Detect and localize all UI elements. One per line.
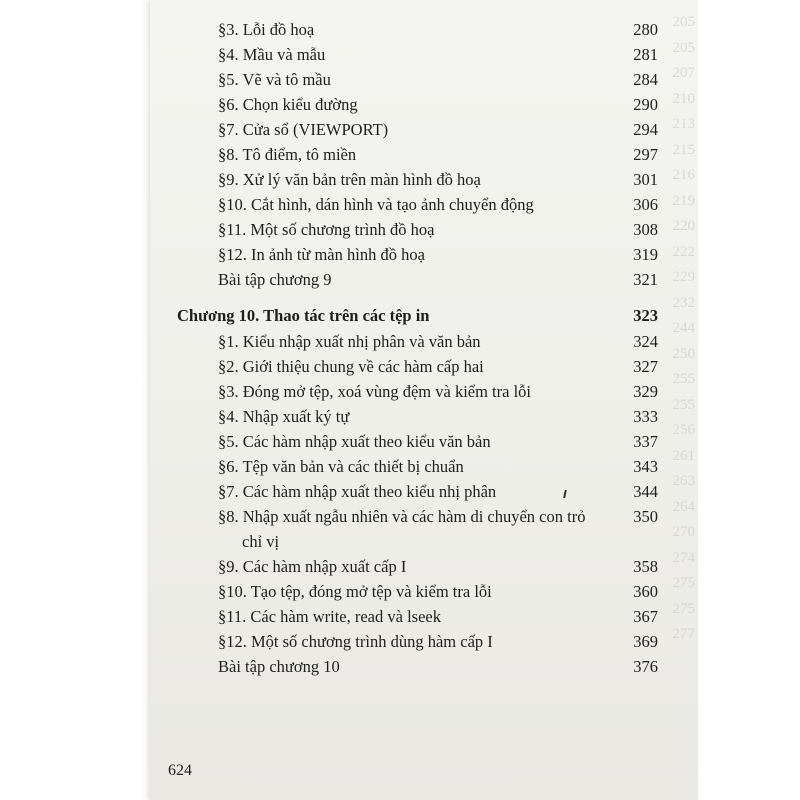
toc-entry-title: Chương 10. Thao tác trên các tệp in: [177, 306, 430, 325]
toc-entry-page: 344: [633, 482, 658, 501]
toc-entry-title: Bài tập chương 10: [218, 657, 340, 676]
page-number: 624: [168, 762, 192, 779]
toc-entry-title: §3. Đóng mở tệp, xoá vùng đệm và kiểm tra lỗi: [218, 382, 532, 401]
toc-entry-page: 308: [633, 220, 658, 239]
bleed-number: 263: [672, 473, 695, 489]
toc-entry-title: §6. Chọn kiểu đường: [218, 95, 358, 114]
toc-entry: [150, 480, 698, 504]
toc-entry-title: §3. Lỗi đồ hoạ: [218, 20, 315, 39]
toc-entry-page: 376: [633, 657, 658, 676]
toc-entry: [150, 655, 698, 679]
bleed-number: 232: [672, 294, 695, 311]
toc-entry: [150, 605, 698, 629]
toc-entry: [150, 430, 698, 454]
bleed-number: 213: [672, 116, 695, 132]
toc-entry: [150, 168, 698, 192]
bleed-number: 244: [672, 320, 695, 336]
toc-entry-title: §10. Cắt hình, dán hình và tạo ảnh chuyển động: [218, 195, 534, 214]
toc-entry-title: §9. Xử lý văn bản trên màn hình đồ hoạ: [218, 170, 481, 189]
toc-entry-page: 306: [633, 195, 658, 214]
toc-entry-title: §5. Vẽ và tô mầu: [218, 70, 331, 89]
toc-entry-title: §1. Kiểu nhập xuất nhị phân và văn bản: [218, 332, 481, 351]
bleed-number: 216: [672, 167, 695, 183]
toc-entry-title: Bài tập chương 9: [218, 270, 332, 289]
toc-entry-title: §4. Nhập xuất ký tự: [218, 407, 350, 426]
toc-entry-page: 337: [633, 432, 658, 451]
toc-entry-title: §4. Mầu và mẫu: [218, 45, 326, 64]
toc-entry-title: §9. Các hàm nhập xuất cấp I: [218, 557, 407, 576]
toc-entry-page: 343: [633, 457, 658, 476]
toc-entry-title: §5. Các hàm nhập xuất theo kiểu văn bản: [218, 432, 491, 451]
bleed-number: 222: [672, 243, 695, 260]
bleed-number: 219: [672, 192, 695, 209]
toc-entry: [150, 455, 698, 479]
bleed-number: 210: [672, 90, 695, 107]
toc-entry: [150, 90, 698, 117]
toc-entry-page: 321: [633, 270, 658, 289]
bleed-number: 274: [672, 549, 695, 566]
toc-entry-page: 294: [633, 120, 658, 139]
toc-entry-page: 281: [633, 45, 658, 64]
toc-entry-title: chỉ vị: [242, 532, 280, 551]
bleed-number: 275: [672, 575, 695, 591]
toc-entry-page: 358: [633, 557, 658, 576]
bleed-number: 270: [672, 524, 695, 540]
toc-entry-title: §12. In ảnh từ màn hình đồ hoạ: [218, 245, 425, 264]
toc-entry-page: 350: [633, 507, 658, 526]
toc-entry-page: 319: [633, 245, 658, 264]
toc-entry: [150, 505, 698, 529]
toc-entry-title: §2. Giới thiệu chung về các hàm cấp hai: [218, 357, 484, 376]
toc-entry-title: §11. Các hàm write, read và lseek: [218, 607, 441, 626]
toc-entry: [150, 18, 698, 42]
toc-entry-title: §7. Cửa sổ (VIEWPORT): [218, 120, 389, 139]
bleed-number: 250: [672, 345, 695, 362]
toc-entry-page: 329: [633, 382, 658, 401]
bleed-number: 277: [672, 626, 695, 642]
bleed-number: 255: [672, 396, 695, 413]
toc-entry: [150, 193, 698, 217]
toc-entry: [150, 268, 698, 292]
toc-entry-title: §7. Các hàm nhập xuất theo kiểu nhị phân: [218, 482, 497, 501]
toc-entry: [150, 218, 698, 242]
toc-entry: [150, 630, 698, 654]
bleed-number: 256: [672, 422, 695, 438]
toc-entry: [150, 243, 698, 267]
bleed-number: 205: [672, 14, 695, 30]
toc-entry-page: 360: [633, 582, 658, 601]
toc-entry-page: 333: [633, 407, 658, 426]
bleed-number: 264: [672, 498, 695, 515]
bleed-number: 255: [672, 371, 695, 387]
bleed-number: 220: [672, 218, 695, 234]
toc-entry-title: §6. Tệp văn bản và các thiết bị chuẩn: [218, 457, 464, 476]
toc-entry: [150, 580, 698, 604]
toc-entry-title: §10. Tạo tệp, đóng mở tệp và kiểm tra lỗi: [218, 582, 492, 601]
bleed-number: 205: [672, 39, 695, 56]
toc-entry: [150, 118, 698, 142]
toc-entry-page: 367: [633, 607, 658, 626]
toc-entry-page: 297: [633, 145, 658, 164]
toc-entry: [150, 68, 698, 92]
bleed-number: 275: [672, 600, 695, 617]
book-page: [150, 0, 698, 800]
toc-entry: [150, 555, 698, 579]
toc-entry-page: 280: [633, 20, 658, 39]
toc-entry: [150, 380, 698, 404]
bleed-number: 215: [672, 141, 695, 158]
bleed-number: 229: [672, 269, 695, 285]
toc-entry: [150, 530, 698, 554]
toc-entry: [150, 143, 698, 167]
toc-entry-page: 369: [633, 632, 658, 651]
toc-entry-page: 323: [633, 306, 658, 325]
toc-entry: [150, 43, 698, 67]
toc-entry: [150, 330, 698, 354]
toc-entry-title: §11. Một số chương trình đồ hoạ: [218, 220, 435, 239]
toc-entry-page: 301: [633, 170, 658, 189]
bleed-number: 207: [672, 65, 695, 81]
toc-entry: [150, 355, 698, 379]
toc-entry-page: 324: [633, 332, 658, 351]
toc-entry-title: §8. Tô điểm, tô miền: [218, 145, 357, 164]
chapter-heading: [150, 304, 698, 328]
toc-entry: [150, 405, 698, 429]
toc-entry-title: §8. Nhập xuất ngẫu nhiên và các hàm di chuyển con trỏ: [218, 507, 586, 526]
toc-entry-page: 284: [633, 70, 658, 89]
toc-entry-title: §12. Một số chương trình dùng hàm cấp I: [218, 632, 493, 651]
toc-entry-page: 327: [633, 357, 658, 376]
bleed-number: 261: [672, 447, 695, 464]
toc-entry-page: 290: [633, 95, 658, 114]
